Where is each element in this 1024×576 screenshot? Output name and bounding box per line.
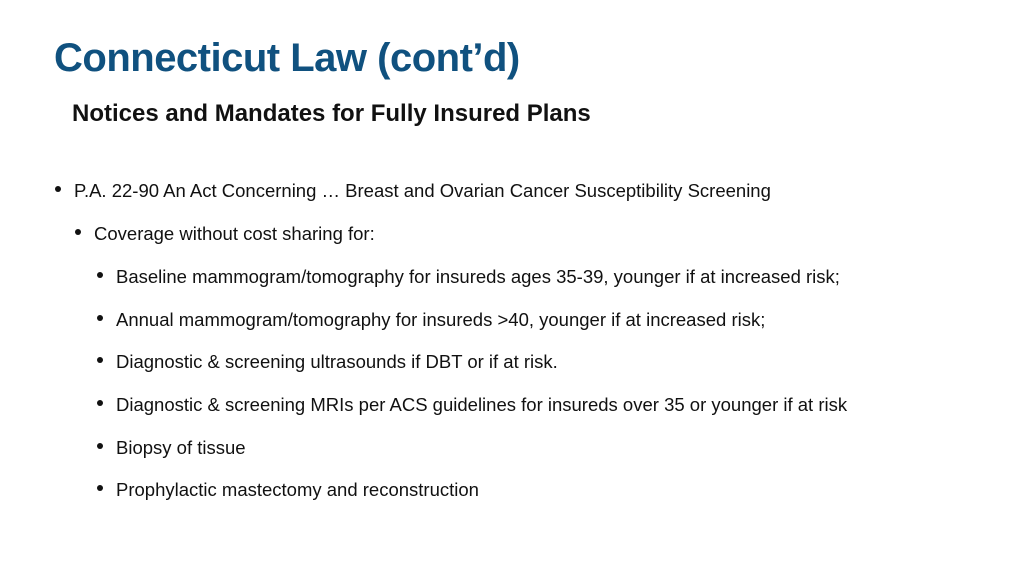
bullet-text: Biopsy of tissue [116,437,246,458]
bullet-text: Diagnostic & screening ultrasounds if DBT or if at risk. [116,351,558,372]
bullet-dot-icon [97,443,103,449]
bullet-text: Coverage without cost sharing for: [94,223,375,244]
bullet-dot-icon [97,272,103,278]
bullet-text: Diagnostic & screening MRIs per ACS guidelines for insureds over 35 or younger if at risk [116,394,848,415]
bullet-dot-icon [97,357,103,363]
bullet-dot-icon [75,229,81,235]
bullet-dot-icon [97,315,103,321]
bullet-level3-item [97,479,479,501]
bullet-level3-item [97,351,558,373]
bullet-text: Prophylactic mastectomy and reconstruction [116,479,479,500]
bullet-text: Annual mammogram/tomography for insureds >40, younger if at increased risk; [116,309,766,330]
slide-title: Connecticut Law (cont’d) [54,36,520,80]
bullet-dot-icon [97,400,103,406]
slide-subtitle: Notices and Mandates for Fully Insured Plans [72,100,591,127]
bullet-level2 [75,223,375,245]
bullet-level3-item [97,437,246,459]
bullet-level3-item [97,266,840,288]
bullet-text: P.A. 22-90 An Act Concerning … Breast and Ovarian Cancer Susceptibility Screening [74,180,771,201]
bullet-level1 [55,180,771,202]
bullet-level3-item [97,394,847,416]
bullet-level3-item [97,309,765,331]
bullet-dot-icon [97,485,103,491]
bullet-dot-icon [55,186,61,192]
bullet-text: Baseline mammogram/tomography for insureds ages 35-39, younger if at increased risk; [116,266,840,287]
